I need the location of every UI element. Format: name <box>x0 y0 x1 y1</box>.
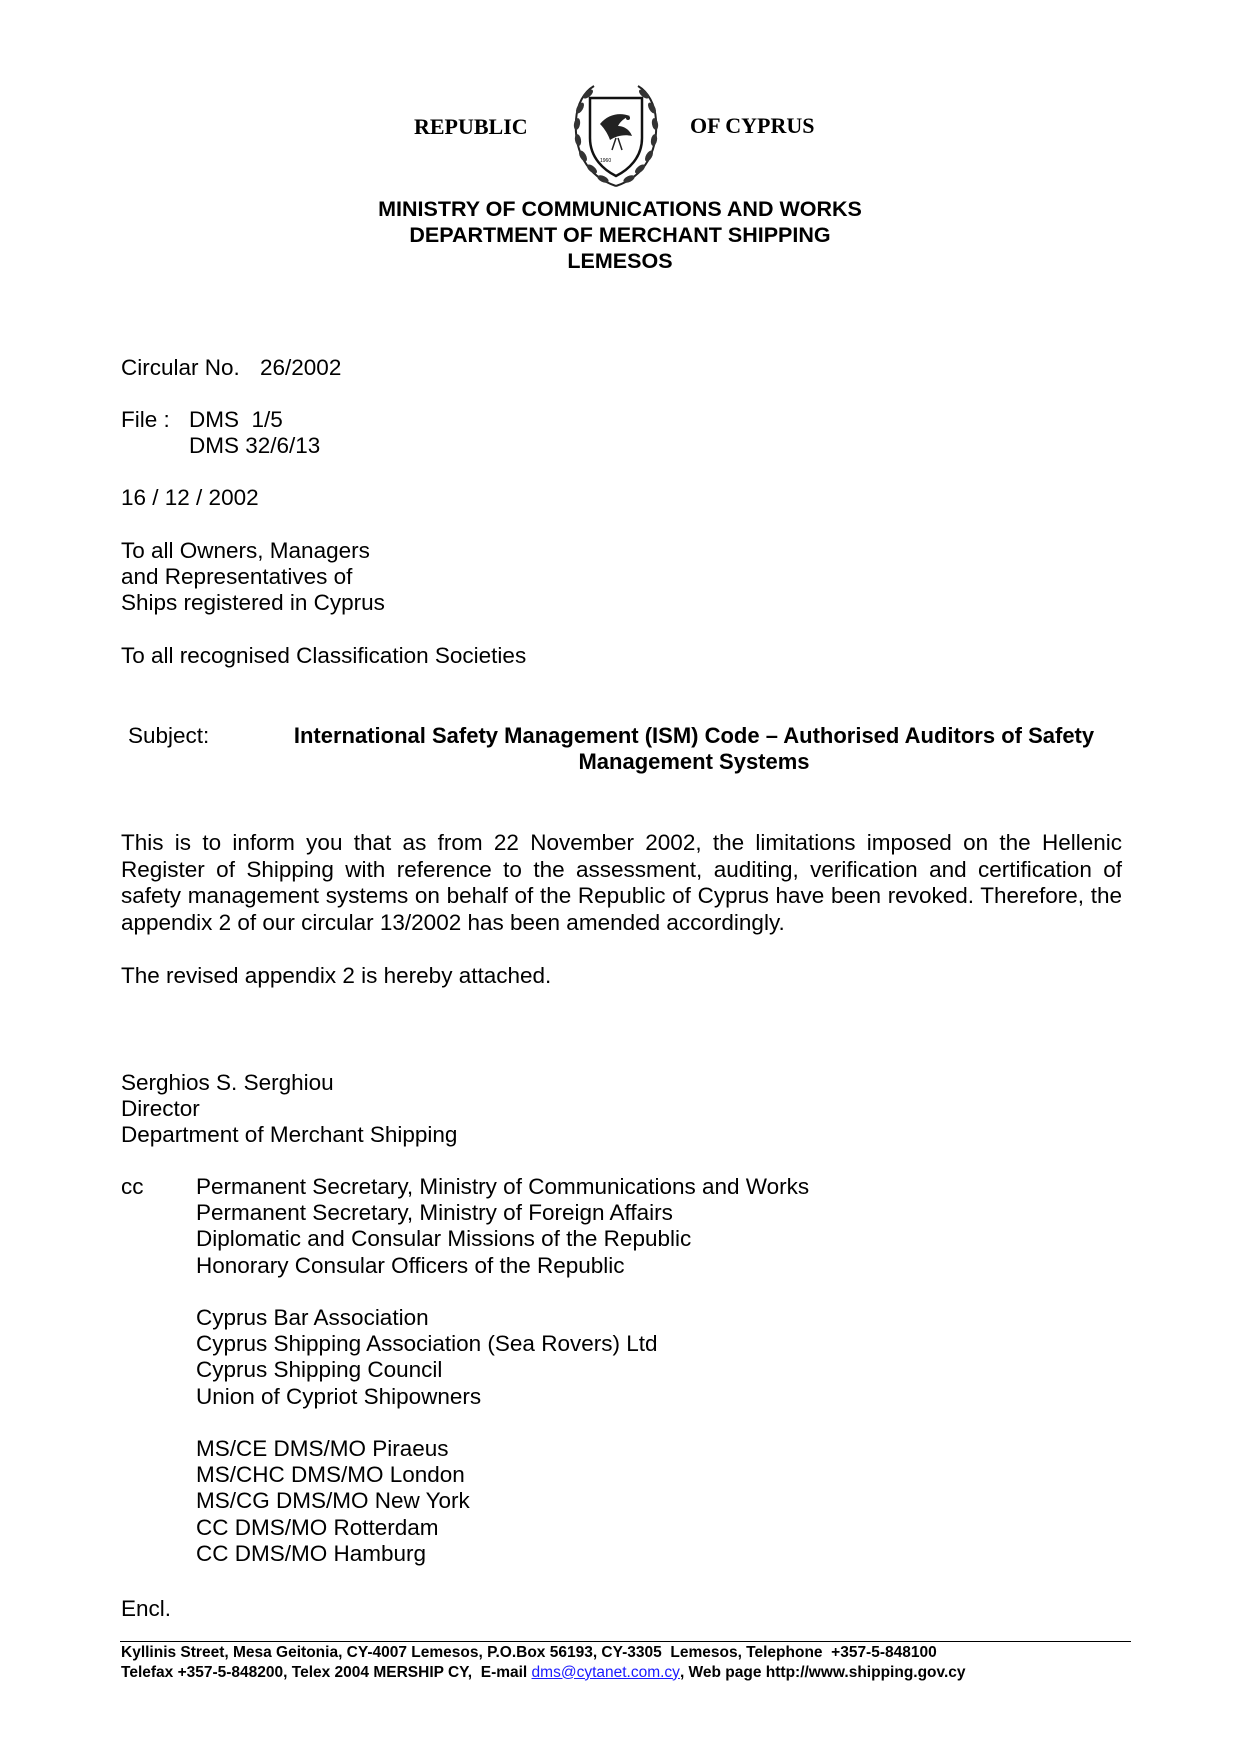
cc-recipient: MS/CE DMS/MO Piraeus <box>196 1436 449 1461</box>
cc-recipient: Honorary Consular Officers of the Republic <box>196 1252 625 1278</box>
cc-recipient: CC DMS/MO Hamburg <box>196 1540 427 1566</box>
circular-date: 16 / 12 / 2002 <box>121 485 259 510</box>
cyprus-coat-of-arms-icon <box>568 80 664 192</box>
cc-recipient: Cyprus Shipping Association (Sea Rovers) Ltd <box>196 1331 658 1357</box>
ministry-line: MINISTRY OF COMMUNICATIONS AND WORKS <box>378 197 862 221</box>
file-label: File : <box>121 407 170 432</box>
footer-contact-prefix: Telefax +357-5-848200, Telex 2004 MERSHIP CY, E-mail <box>121 1663 532 1681</box>
body-paragraph: This is to inform you that as from 22 November 2002, the limitations imposed on the Hellenic Register of Shipping with reference to the assessment, auditing, verification and certification of safety management systems on behalf of the Republic of Cyprus have been revoked. Therefore, the appendix 2 of our circular 13/2002 has been amended accordingly. <box>121 830 1122 935</box>
cc-recipient: MS/CHC DMS/MO London <box>196 1462 465 1488</box>
circular-label: Circular No. <box>121 355 240 380</box>
cc-group-officials <box>196 1174 809 1279</box>
subject-title <box>270 723 1118 775</box>
addressee-line: To all Owners, Managers <box>121 538 370 563</box>
email-link[interactable]: dms@cytanet.com.cy <box>531 1663 680 1681</box>
cc-recipient: Permanent Secretary, Ministry of Communications and Works <box>196 1174 810 1199</box>
signatory-name: Serghios S. Serghiou <box>121 1070 334 1095</box>
cc-recipient: Union of Cypriot Shipowners <box>196 1383 482 1409</box>
cc-label: cc <box>121 1174 144 1199</box>
letterhead-of-cyprus: OF CYPRUS <box>690 113 815 138</box>
cc-recipient: MS/CG DMS/MO New York <box>196 1488 470 1514</box>
addressee-classification-societies: To all recognised Classification Societies <box>121 643 527 668</box>
subject-title-line: Management Systems <box>578 749 810 774</box>
footer-line-2 <box>121 1663 966 1683</box>
city-line: LEMESOS <box>567 249 673 273</box>
addressee-line: Ships registered in Cyprus <box>121 590 385 615</box>
cc-recipient: Diplomatic and Consular Missions of the Republic <box>196 1226 692 1252</box>
cc-recipient: Cyprus Shipping Council <box>196 1357 443 1383</box>
file-ref-2: DMS 32/6/13 <box>189 433 321 458</box>
body-paragraph: The revised appendix 2 is hereby attached. <box>121 963 552 988</box>
signatory-department: Department of Merchant Shipping <box>121 1122 458 1147</box>
subject-label: Subject: <box>128 723 210 748</box>
footer-web-page: , Web page http://www.shipping.gov.cy <box>679 1663 966 1681</box>
ministry-heading <box>0 196 1240 274</box>
cc-recipient: Permanent Secretary, Ministry of Foreign Affairs <box>196 1200 673 1226</box>
footer-divider <box>120 1641 1131 1642</box>
file-ref-1: DMS 1/5 <box>189 407 283 432</box>
emblem-year: 1960 <box>600 158 612 164</box>
enclosure-note: Encl. <box>121 1596 172 1621</box>
subject-title-line: International Safety Management (ISM) Code – Authorised Auditors of Safety <box>293 723 1095 748</box>
signatory-title: Director <box>121 1096 200 1121</box>
cc-group-offices <box>196 1436 470 1567</box>
cc-recipient: CC DMS/MO Rotterdam <box>196 1514 439 1540</box>
department-line: DEPARTMENT OF MERCHANT SHIPPING <box>409 223 831 247</box>
letterhead-republic: REPUBLIC <box>414 114 528 139</box>
cc-recipient: Cyprus Bar Association <box>196 1305 429 1330</box>
footer-address <box>121 1643 966 1682</box>
circular-number: 26/2002 <box>260 355 342 380</box>
footer-line-1: Kyllinis Street, Mesa Geitonia, CY-4007 Lemesos, P.O.Box 56193, CY-3305 Lemesos, Telephone +357-5-848100 <box>121 1644 937 1661</box>
addressee-line: and Representatives of <box>121 564 353 589</box>
cc-group-associations <box>196 1305 657 1410</box>
